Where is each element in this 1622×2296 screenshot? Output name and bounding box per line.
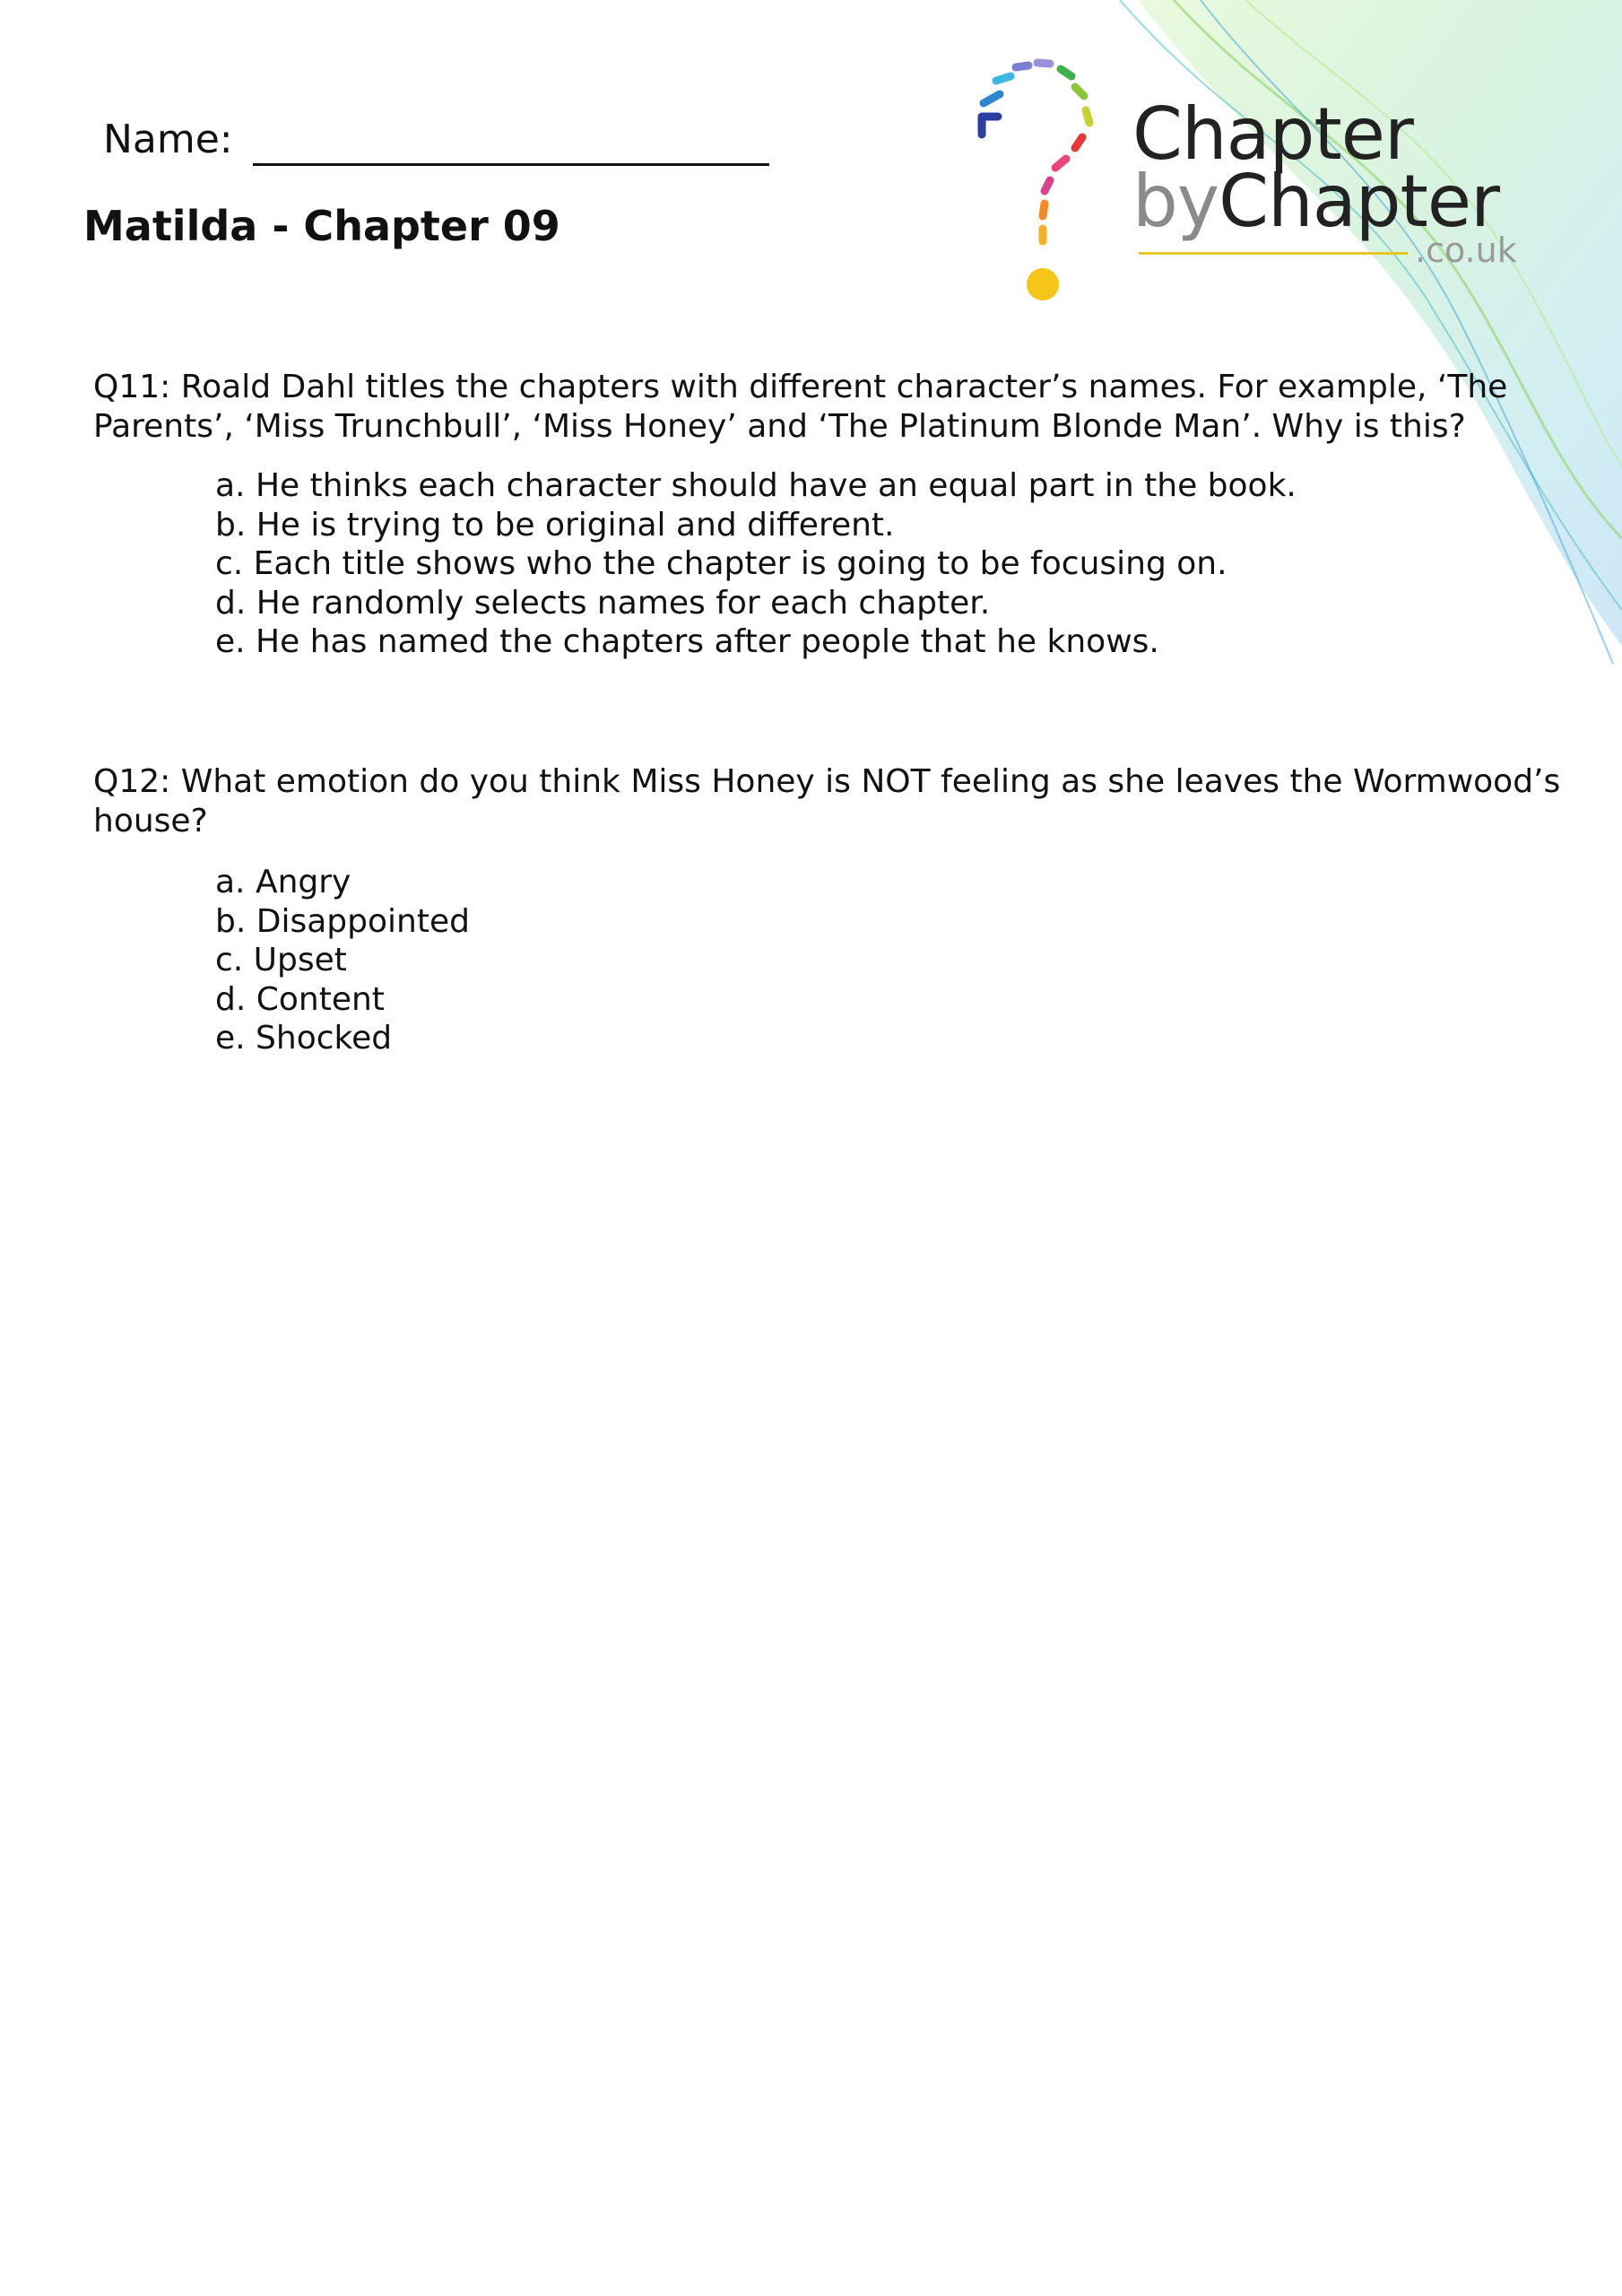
question-mark-books-icon: [964, 49, 1121, 318]
logo-word-chapter-2: Chapter: [1219, 160, 1499, 243]
option-11-e: e. He has named the chapters after people that he knows.: [215, 623, 1159, 660]
question-12-options: [215, 863, 470, 1058]
logo-domain: .co.uk: [1415, 230, 1517, 270]
option-12-d: d. Content: [215, 980, 385, 1018]
logo-word-chapter: Chapter: [1132, 92, 1413, 176]
name-label: Name:: [103, 117, 233, 162]
name-field-line[interactable]: [253, 163, 769, 166]
question-12-text: Q12: What emotion do you think Miss Honey is NOT feeling as she leaves the Wormwood’s house?: [93, 763, 1561, 839]
page-title: Matilda - Chapter 09: [83, 202, 560, 250]
option-12-b: b. Disappointed: [215, 902, 470, 940]
option-11-b: b. He is trying to be original and different.: [215, 506, 895, 544]
option-12-a: a. Angry: [215, 864, 351, 900]
question-11-text: Q11: Roald Dahl titles the chapters with different character’s names. For example, ‘The Parents’, ‘Miss Trunchbull’, ‘Miss Honey’ and ‘The Platinum Blonde Man’. Why is this?: [93, 369, 1508, 445]
option-11-a: a. He thinks each character should have an equal part in the book.: [215, 467, 1297, 504]
logo-word-bychapter: [1132, 160, 1499, 243]
logo-word-by: by: [1132, 160, 1219, 243]
chapter-by-chapter-logo: [964, 49, 1538, 318]
option-12-e: e. Shocked: [215, 1020, 393, 1057]
question-11-options: [215, 466, 1297, 662]
option-11-c: c. Each title shows who the chapter is going to be focusing on.: [215, 545, 1227, 582]
option-11-d: d. He randomly selects names for each chapter.: [215, 584, 991, 622]
logo-underline: [1139, 252, 1408, 255]
option-12-c: c. Upset: [215, 942, 347, 978]
